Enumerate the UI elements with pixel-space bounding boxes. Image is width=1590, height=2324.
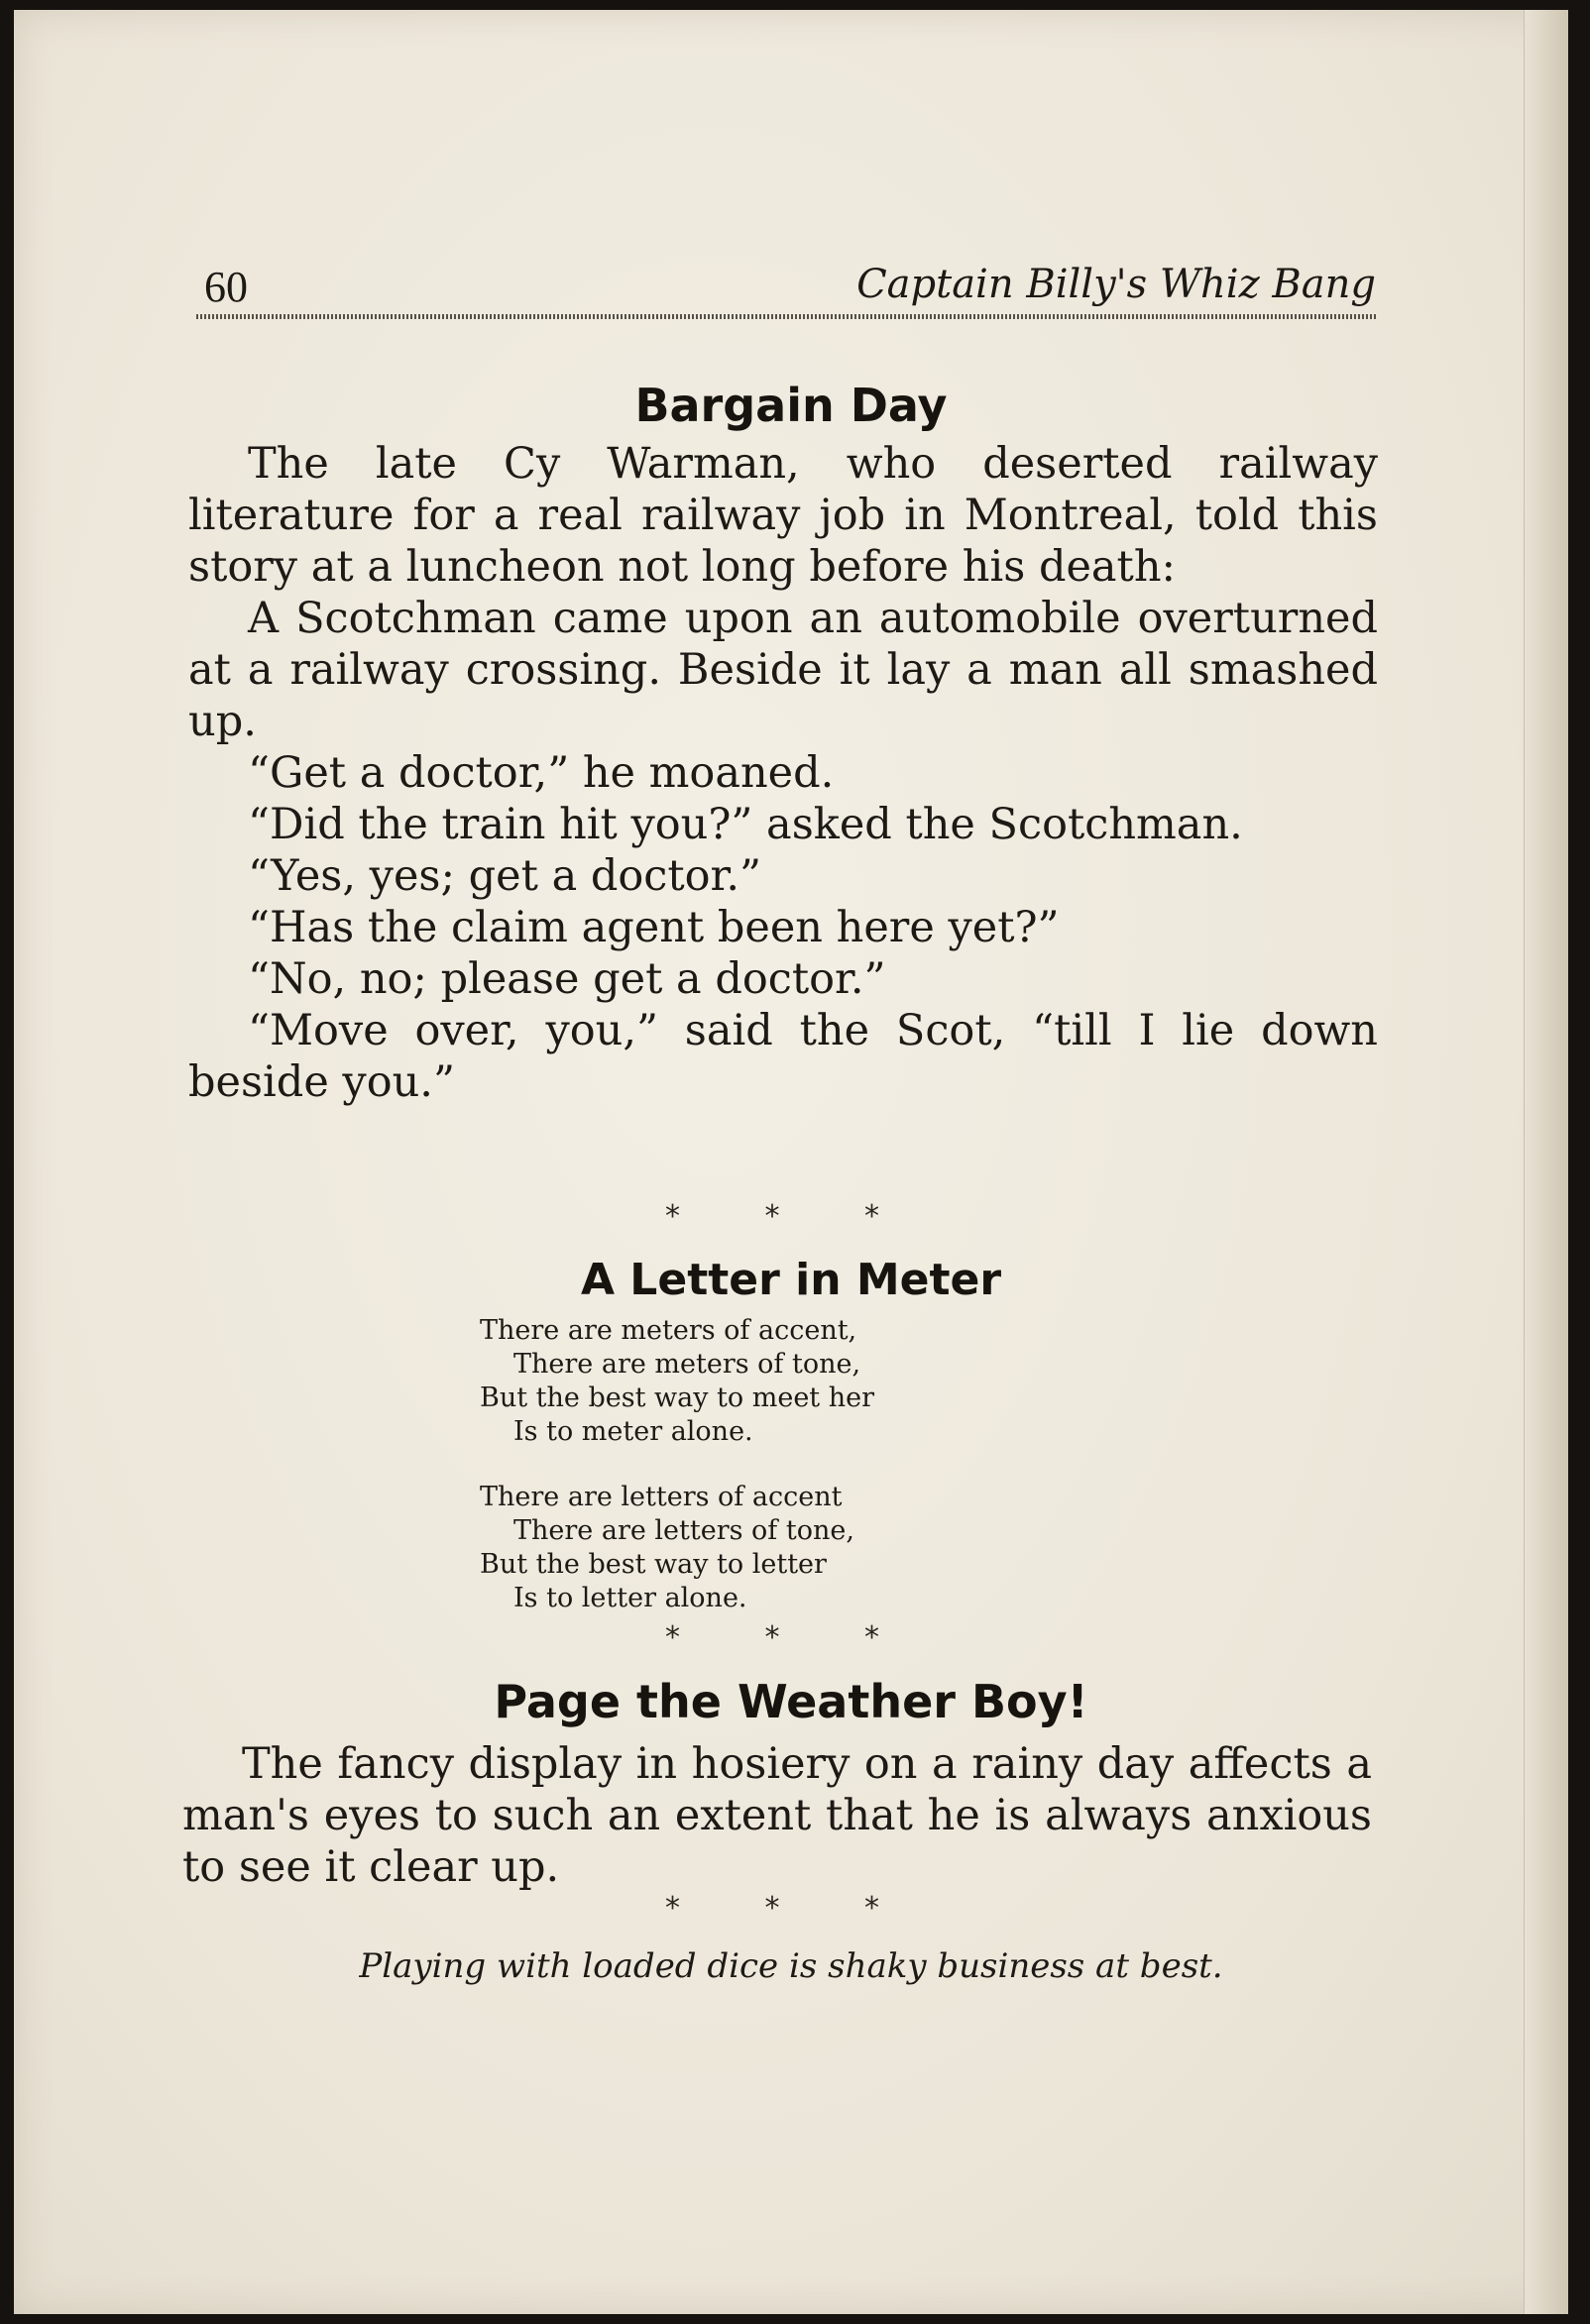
poem-line: Is to letter alone. — [513, 1583, 747, 1613]
poem-line: But the best way to letter — [480, 1549, 827, 1580]
book-page — [14, 10, 1568, 2314]
paragraph: “No, no; please get a doctor.” — [248, 954, 886, 1004]
paragraph: “Yes, yes; get a doctor.” — [248, 851, 762, 901]
page-number: 60 — [204, 263, 248, 311]
article-title-weather-boy: Page the Weather Boy! — [494, 1675, 1088, 1728]
article-title-letter-in-meter: A Letter in Meter — [580, 1255, 1002, 1305]
article-body-weather-boy — [182, 1738, 1372, 1893]
paragraph: A Scotchman came upon an automobile overturned at a railway crossing. Beside it lay a man all smashed up. — [188, 594, 1378, 746]
closing-quip: Playing with loaded dice is shaky business at best. — [359, 1946, 1223, 1986]
header-rule — [196, 314, 1376, 319]
article-title-bargain-day: Bargain Day — [634, 379, 948, 432]
paragraph: The fancy display in hosiery on a rainy day affects a man's eyes to such an extent that he is always anxious to see it clear up. — [182, 1739, 1372, 1892]
poem-line: There are meters of accent, — [480, 1315, 857, 1346]
poem-line: But the best way to meet her — [480, 1383, 875, 1413]
poem-stanza-1 — [480, 1314, 1114, 1449]
article-body-bargain-day — [188, 438, 1378, 1108]
poem-line: Is to meter alone. — [513, 1416, 753, 1447]
poem-stanza-2 — [480, 1481, 1114, 1615]
section-separator: * * * — [664, 1620, 918, 1655]
section-separator: * * * — [664, 1891, 918, 1926]
paragraph: “Has the claim agent been here yet?” — [248, 903, 1060, 952]
paragraph: “Did the train hit you?” asked the Scotchman. — [248, 800, 1243, 849]
running-head — [196, 258, 1376, 317]
paragraph: “Move over, you,” said the Scot, “till I lie down beside you.” — [188, 1006, 1378, 1107]
paragraph: The late Cy Warman, who deserted railway literature for a real railway job in Montreal, told this story at a luncheon not long before his death: — [188, 439, 1378, 592]
poem-line: There are letters of tone, — [513, 1515, 854, 1546]
poem-line: There are meters of tone, — [513, 1349, 861, 1380]
paragraph: “Get a doctor,” he moaned. — [248, 748, 835, 798]
section-separator: * * * — [664, 1199, 918, 1234]
book-title: Captain Billy's Whiz Bang — [856, 262, 1376, 307]
poem-line: There are letters of accent — [480, 1482, 843, 1512]
